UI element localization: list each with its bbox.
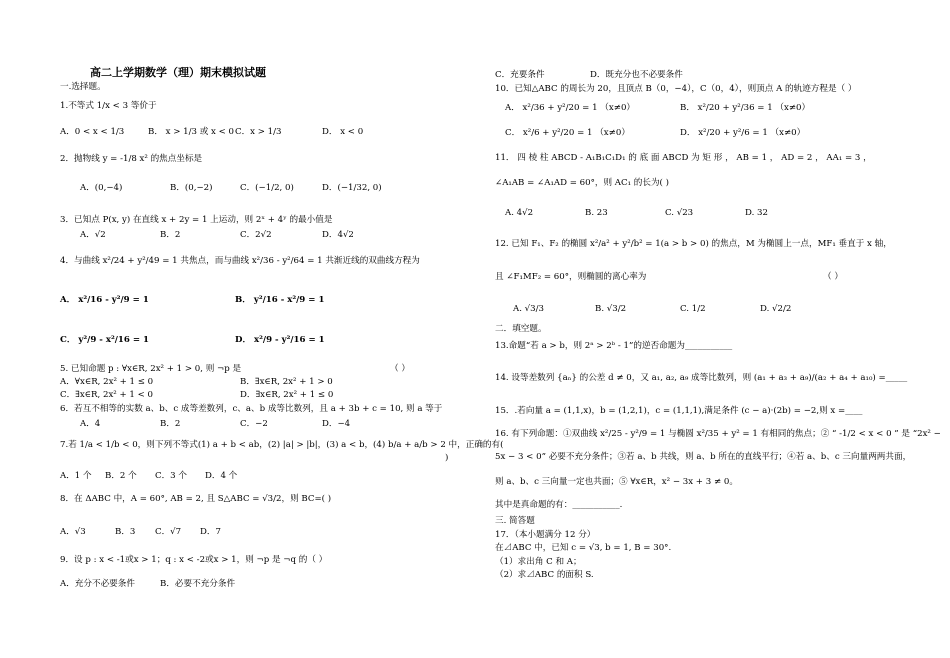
question-2: 2．抛物线 y = -1/8 x² 的焦点坐标是 [60,154,203,164]
section-answer-heading: 三. 简答题 [495,516,535,526]
q7-option-b: B．2 个 [105,471,137,481]
exam-title: 高二上学期数学（理）期末模拟试题 [90,66,266,79]
question-1: 1.不等式 1/x < 3 等价于 [60,101,157,111]
q7-option-d: D．4 个 [205,471,238,481]
q13-blank: ___________ [684,341,733,351]
question-11-line-1: 11． 四 棱 柱 ABCD - A₁B₁C₁D₁ 的 底 面 ABCD 为 矩 形 ， AB = 1 ， AD = 2 ， AA₁ = 3 ， [495,153,872,163]
q10-option-d: D． x²/20 + y²/6 = 1 （x≠0） [680,128,806,138]
q11-option-d: D. 32 [745,208,768,218]
q6-option-c: C．−2 [240,419,268,429]
question-17-stem: 在⊿ABC 中，已知 c = √3, b = 1, B = 30°. [495,543,672,553]
q5-answer-paren: （ ） [390,364,410,374]
question-5: 5. 已知命题 p : ∀x∈R, 2x² + 1 > 0, 则 ¬p 是 [60,364,242,374]
q14-text: 14. 设等差数列 {aₙ} 的公差 d ≠ 0，又 a₁, a₂, a₉ 成等比数列，则 (a₁ + a₃ + a₉)/(a₂ + a₄ + a₁₀) = [495,373,886,383]
q12-option-b: B. √3/2 [595,304,627,314]
question-16-line-4 [495,500,622,511]
q13-text: 13.命题“若 a > b，则 2ᵃ > 2ᵇ - 1”的逆否命题为 [495,341,685,351]
q1-option-c: C．x > 1/3 [235,127,282,137]
question-11-line-2: ∠A₁AB = ∠A₁AD = 60°，则 AC₁ 的长为( ) [495,178,669,188]
q3-option-b: B．2 [160,230,181,240]
q12-answer-paren: （ ） [823,272,843,282]
q10-option-a: A． x²/36 + y²/20 = 1 （x≠0） [505,103,636,113]
question-7: 7.若 1/a < 1/b < 0，则下列不等式(1) a + b < ab，(2) |a| > |b|，(3) a < b，(4) b/a + a/b > 2 中，正确的有( [60,440,504,450]
question-6: 6．若互不相等的实数 a、b、c 成等差数列，c、a、b 成等比数列，且 a + 3b + c = 10, 则 a 等于 [60,404,443,414]
q5-option-b: B．∃x∈R, 2x² + 1 > 0 [240,377,333,387]
question-12-line-1: 12. 已知 F₁、F₂ 的椭圆 x²/a² + y²/b² = 1(a > b > 0) 的焦点，M 为椭圆上一点，MF₁ 垂直于 x 轴， [495,239,892,249]
q15-blank: ____ [845,406,863,416]
q1-option-d: D． x < 0 [322,127,364,137]
question-17-part-1: （1）求出角 C 和 A； [495,557,582,567]
q11-option-c: C. √23 [665,208,694,218]
q8-option-c: C．√7 [155,527,182,537]
q5-option-d: D．∃x∈R, 2x² + 1 ≤ 0 [240,390,334,400]
q10-option-b: B． x²/20 + y²/36 = 1 （x≠0） [680,103,811,113]
q9-option-c: C．充要条件 [495,70,545,80]
q4-option-d: D． x²/9 - y²/16 = 1 [235,335,325,345]
q4-option-a: A． x²/16 - y²/9 = 1 [60,295,149,305]
q1-option-b: B． x > 1/3 或 x < 0 [148,127,235,137]
question-3: 3．已知点 P(x, y) 在直线 x + 2y = 1 上运动，则 2ˣ + 4ʸ 的最小值是 [60,215,333,225]
q2-option-d: D．(−1/32, 0) [322,183,382,193]
q14-blank: _____ [885,373,908,383]
q6-option-b: B．2 [160,419,181,429]
section-choice-heading: 一.选择题。 [60,82,106,92]
question-16-line-2: 5x − 3 < 0” 必要不充分条件；③若 a、b 共线，则 a、b 所在的直线平行；④若 a、b、c 三向量两两共面， [495,452,912,462]
q3-option-c: C．2√2 [240,230,272,240]
q12-option-a: A. √3/3 [513,304,544,314]
q2-option-b: B．(0,−2) [170,183,213,193]
q16-blank: ___________. [572,500,623,510]
question-8: 8．在 ΔABC 中，A = 60°, AB = 2, 且 S△ABC = √3/2，则 BC=( ) [60,494,332,504]
q2-option-c: C．(−1/2, 0) [240,183,294,193]
q8-option-d: D．7 [200,527,221,537]
question-12-line-2: 且 ∠F₁MF₂ = 60°，则椭圆的离心率为 [495,272,647,282]
q15-text: 15．.若向量 a = (1,1,x)，b = (1,2,1)，c = (1,1,1),满足条件 (c − a)·(2b) = −2,则 x = [495,406,846,416]
q3-option-d: D．4√2 [322,230,354,240]
question-4: 4．与曲线 x²/24 + y²/49 = 1 共焦点，而与曲线 x²/36 - y²/64 = 1 共渐近线的双曲线方程为 [60,256,420,266]
question-16-line-1: 16. 有下列命题：①双曲线 x²/25 - y²/9 = 1 与椭圆 x²/35 + y² = 1 有相同的焦点；② “ -1/2 < x < 0 ” 是 “2x² − [495,429,941,439]
q8-option-a: A．√3 [60,527,86,537]
question-17-part-2: （2）求⊿ABC 的面积 S. [495,570,594,580]
q5-option-a: A．∀x∈R, 2x² + 1 ≤ 0 [60,377,154,387]
q4-option-b: B． y²/16 - x²/9 = 1 [235,295,325,305]
q7-option-a: A．1 个 [60,471,92,481]
q16-prompt: 其中是真命题的有： [495,500,573,510]
right-column [495,0,941,658]
q10-option-c: C． x²/6 + y²/20 = 1 （x≠0） [505,128,630,138]
question-17-header: 17．（本小题满分 12 分） [495,530,596,540]
question-10: 10．已知△ABC 的周长为 20，且顶点 B（0，−4），C（0，4），则顶点 A 的轨迹方程是（ ） [495,84,857,94]
left-column [60,0,504,658]
q5-option-c: C．∃x∈R, 2x² + 1 < 0 [60,390,153,400]
q8-option-b: B．3 [115,527,136,537]
q11-option-a: A. 4√2 [505,208,534,218]
question-15 [495,406,862,417]
question-9: 9．设 p : x < -1或x > 1；q : x < -2或x > 1，则 ¬p 是 ¬q 的（ ） [60,555,328,565]
q6-option-a: A．4 [80,419,101,429]
section-fill-heading: 二．填空题。 [495,324,547,334]
question-14 [495,373,907,384]
q9-option-b: B．必要不充分条件 [160,579,236,589]
q1-option-a: A．0 < x < 1/3 [60,127,125,137]
q4-option-c: C． y²/9 - x²/16 = 1 [60,335,150,345]
q9-option-a: A．充分不必要条件 [60,579,135,589]
q6-option-d: D．−4 [322,419,351,429]
q9-option-d: D．既充分也不必要条件 [590,70,683,80]
question-13 [495,341,732,352]
q2-option-a: A．(0,−4) [80,183,123,193]
q7-answer-paren: ) [445,453,449,463]
q12-option-c: C. 1/2 [680,304,706,314]
q11-option-b: B. 23 [585,208,608,218]
q7-option-c: C．3 个 [155,471,187,481]
q12-option-d: D. √2/2 [760,304,792,314]
question-16-line-3: 则 a、b、c 三向量一定也共面；⑤ ∀x∈R，x² − 3x + 3 ≠ 0。 [495,477,738,487]
q3-option-a: A．√2 [80,230,106,240]
